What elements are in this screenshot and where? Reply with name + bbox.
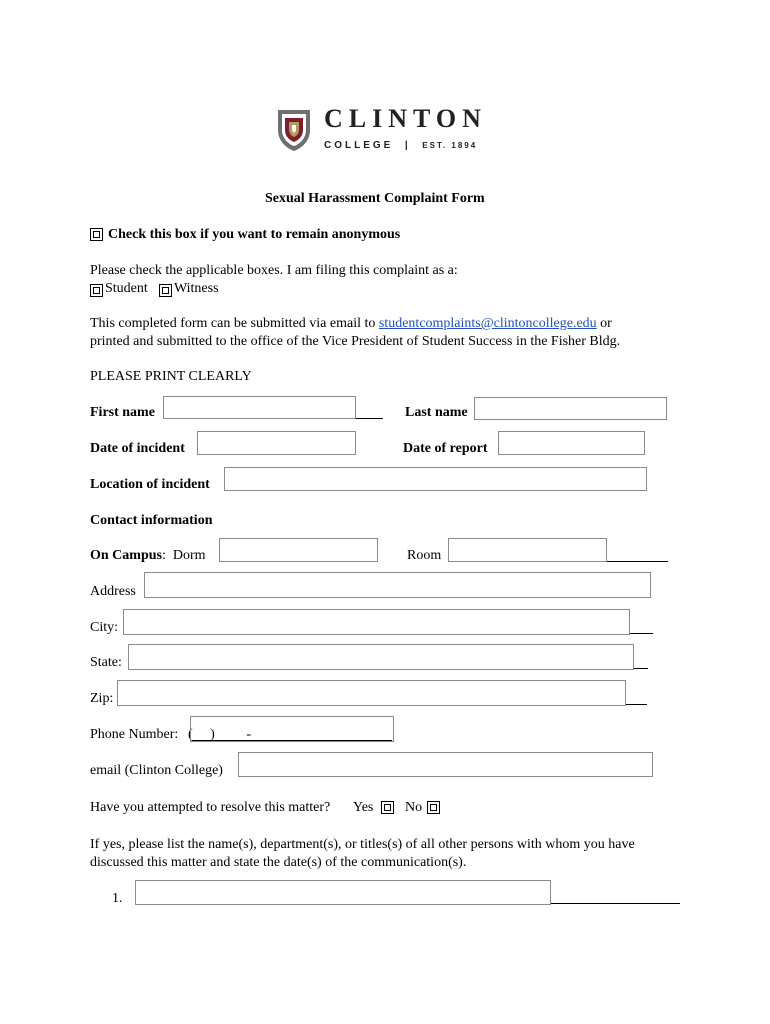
others-instructions-line1: If yes, please list the name(s), department(s), or titles(s) of all other persons with whom you have: [90, 837, 635, 852]
date-incident-field[interactable]: [197, 431, 356, 455]
on-campus-label: On Campus: Dorm: [90, 548, 206, 563]
submit-instructions-line2: printed and submitted to the office of the Vice President of Student Success in the Fisher Bldg.: [90, 334, 621, 349]
college-shield-logo: [276, 108, 312, 152]
date-report-field[interactable]: [498, 431, 645, 455]
last-name-field[interactable]: [474, 397, 667, 420]
submit-email-link[interactable]: studentcomplaints@clintoncollege.edu: [378, 316, 597, 331]
witness-label: Witness: [174, 281, 219, 296]
student-checkbox[interactable]: [90, 284, 103, 297]
phone-template: ( ) -: [188, 727, 251, 742]
logo-wordmark: CLINTON: [324, 104, 487, 133]
zip-field[interactable]: [117, 680, 626, 706]
resolve-no-label: No: [405, 800, 423, 815]
print-clearly-note: PLEASE PRINT CLEARLY: [90, 369, 252, 384]
anonymous-checkbox[interactable]: [90, 228, 103, 241]
email-label: email (Clinton College): [90, 763, 223, 778]
city-field[interactable]: [123, 609, 630, 635]
address-label: Address: [90, 584, 136, 599]
witness-checkbox[interactable]: [159, 284, 172, 297]
date-incident-label: Date of incident: [90, 441, 185, 456]
submit-instructions-line1: This completed form can be submitted via email to studentcomplaints@clintoncollege.edu or: [90, 316, 612, 331]
phone-field[interactable]: [190, 716, 394, 742]
first-name-field[interactable]: [163, 396, 356, 419]
state-field[interactable]: [128, 644, 634, 670]
student-label: Student: [105, 281, 148, 296]
email-field[interactable]: [238, 752, 653, 777]
logo-subtitle: COLLEGE | EST. 1894: [324, 140, 478, 151]
location-label: Location of incident: [90, 477, 210, 492]
room-field[interactable]: [448, 538, 607, 562]
dorm-field[interactable]: [219, 538, 378, 562]
item1-field[interactable]: [135, 880, 551, 905]
phone-label: Phone Number:: [90, 727, 179, 742]
room-label: Room: [407, 548, 442, 563]
form-title: Sexual Harassment Complaint Form: [265, 191, 485, 206]
resolve-question: Have you attempted to resolve this matter?: [90, 800, 331, 815]
resolve-no-checkbox[interactable]: [427, 801, 440, 814]
anonymous-label: Check this box if you want to remain anonymous: [108, 227, 401, 242]
others-instructions-line2: discussed this matter and state the date(s) of the communication(s).: [90, 855, 467, 870]
contact-info-heading: Contact information: [90, 513, 213, 528]
last-name-label: Last name: [405, 405, 468, 420]
resolve-yes-checkbox[interactable]: [381, 801, 394, 814]
first-name-label: First name: [90, 405, 155, 420]
address-field[interactable]: [144, 572, 651, 598]
city-label: City:: [90, 620, 119, 635]
state-label: State:: [90, 655, 122, 670]
zip-label: Zip:: [90, 691, 114, 706]
list-item-number-1: 1.: [112, 891, 123, 906]
location-field[interactable]: [224, 467, 647, 491]
date-report-label: Date of report: [403, 441, 488, 456]
resolve-yes-label: Yes: [353, 800, 374, 815]
filing-intro-text: Please check the applicable boxes. I am filing this complaint as a:: [90, 263, 458, 278]
